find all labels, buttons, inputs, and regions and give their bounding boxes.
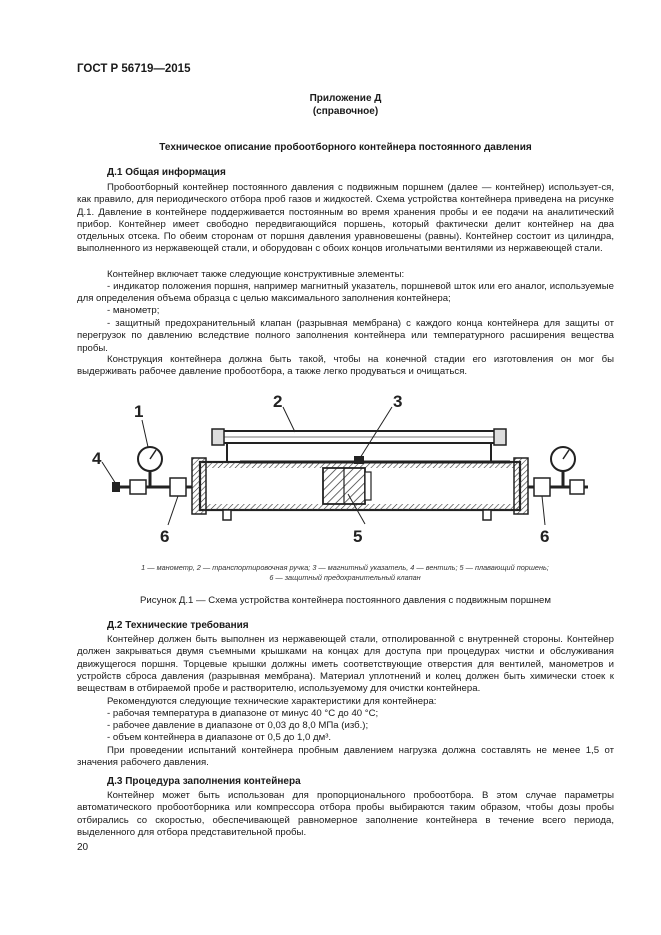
right-valve xyxy=(528,478,588,496)
label-1: 1 xyxy=(134,402,144,421)
section-2-list-item-text: - объем контейнера в диапазоне от 0,5 до 1,0 дм³. xyxy=(107,732,332,743)
section-1-list-item xyxy=(77,305,614,317)
section-2-paragraph-2-text: Рекомендуются следующие технические характеристики для контейнера: xyxy=(107,696,437,707)
section-1-list-item-text: - манометр; xyxy=(107,305,160,316)
section-2-paragraph-3 xyxy=(77,745,614,770)
section-1-paragraph-1 xyxy=(77,182,614,256)
container-diagram xyxy=(90,392,590,557)
appendix-title: Приложение Д xyxy=(309,93,382,104)
appendix-subtitle: (справочное) xyxy=(312,106,379,117)
section-2-paragraph-3-text: При проведении испытаний контейнера пробным давлением нагрузка должна составлять не менее 1,5 от значения рабочего давления. xyxy=(77,745,614,769)
figure-legend-line-2: 6 — защитный предохранительный клапан xyxy=(269,573,421,582)
section-2-list-item-text: - рабочая температура в диапазоне от минус 40 °С до 40 °С; xyxy=(107,708,379,719)
left-valve xyxy=(112,478,192,496)
section-3-heading: Д.3 Процедура заполнения контейнера xyxy=(107,776,301,787)
label-4: 4 xyxy=(92,449,102,468)
section-2-list-item xyxy=(77,720,614,732)
section-1-list-item-text: - защитный предохранительный клапан (разрывная мембрана) с каждого конца контейнера для защиты от перегрузок по давлению вследствие полного заполнения контейнера или температурного расширения вещества пробы. xyxy=(77,318,614,354)
section-1-heading: Д.1 Общая информация xyxy=(107,167,226,178)
floating-piston xyxy=(323,468,371,504)
section-2-list-item xyxy=(77,708,614,720)
section-2-list-item-text: - рабочее давление в диапазоне от 0,03 до 8,0 МПа (изб.); xyxy=(107,720,369,731)
label-3: 3 xyxy=(393,392,403,411)
document-header: ГОСТ Р 56719—2015 xyxy=(77,63,191,75)
figure-title: Рисунок Д.1 — Схема устройства контейнера постоянного давления с подвижным поршнем xyxy=(140,595,551,606)
section-1-paragraph-3 xyxy=(77,354,614,379)
label-6-left: 6 xyxy=(160,527,170,546)
page-number: 20 xyxy=(77,842,89,853)
section-2-paragraph-2 xyxy=(77,696,614,708)
section-3-paragraph-1 xyxy=(77,790,614,839)
section-3-paragraph-1-text: Контейнер может быть использован для пропорционального пробоотбора. В этом случае параметры автоматического пробоотборника или компрессора отбора пробы выбираются таким образом, чтобы дозы пробы отбирались со скоростью, обеспечивающей равномерное заполнение контейнера в течение всего периода, выделенного для отбора представительной пробы. xyxy=(77,790,614,838)
section-2-list-item xyxy=(77,732,614,744)
section-2-heading: Д.2 Технические требования xyxy=(107,620,249,631)
section-1-paragraph-1-text: Пробоотборный контейнер постоянного давления с подвижным поршнем (далее — контейнер) использует-ся, как правило, для периодического отбора проб газов и жидкостей. Схема устройства контейнера приведена на рисунке Д.1. Давление в контейнере поддерживается постоянным во время хранения пробы и ее подачи на аналитический прибор. Контейнер имеет свободно передвигающийся поршень, который фактически делит контейнер на два отдельных отсека. По обеим сторонам от поршня давления уравновешены (равны). Контейнер состоит из цилиндра, выполненного из нержавеющей стали, и оборудован с обоих концов игольчатыми вентилями из нержавеющей стали. xyxy=(77,182,614,255)
label-6-right: 6 xyxy=(540,527,550,546)
section-2-paragraph-1 xyxy=(77,634,614,695)
section-1-paragraph-2-text: Контейнер включает также следующие конструктивные элементы: xyxy=(107,269,405,280)
figure-legend-line-1: 1 — манометр, 2 — транспортировочная ручка; 3 — магнитный указатель, 4 — вентиль; 5 — плавающий поршень; xyxy=(141,563,549,572)
label-2: 2 xyxy=(273,392,283,411)
section-1-list-item xyxy=(77,318,614,355)
section-2-paragraph-1-text: Контейнер должен быть выполнен из нержавеющей стали, отполированной с внутренней стороны. Контейнер должен закрываться двумя съемными крышками на концах для доступа при процедурах чистки и обслуживания движущегося поршня. Торцевые крышки должны иметь соответствующие отверстия для вентилей, манометров и устройств сброса давления (разрывная мембрана). Материал уплотнений и колец должен быть химически стоек к веществам в отбираемой пробе и растворителю, используемому для очистки контейнера. xyxy=(77,634,614,695)
appendix-main-title: Техническое описание пробоотборного контейнера постоянного давления xyxy=(159,142,532,153)
section-1-paragraph-2 xyxy=(77,269,614,281)
label-5: 5 xyxy=(353,527,363,546)
section-1-list-item xyxy=(77,281,614,306)
section-1-paragraph-3-text: Конструкция контейнера должна быть такой, чтобы на конечной стадии его изготовления он мог бы выдерживать рабочее давление пробоотбора, а также легко продуваться и очищаться. xyxy=(77,354,614,378)
section-1-list-item-text: - индикатор положения поршня, например магнитный указатель, поршневой шток или его аналог, используемые для определения объема образца с целью максимального заполнения контейнера; xyxy=(77,281,614,305)
